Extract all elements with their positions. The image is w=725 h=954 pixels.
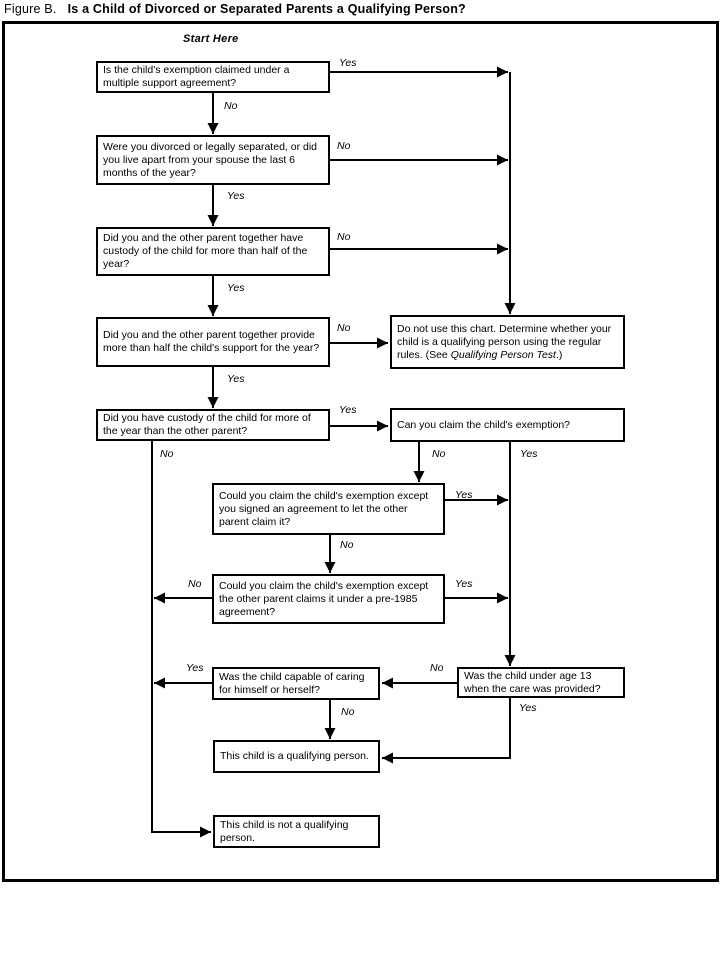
node-can-claim-text: Can you claim the child's exemption? [397, 418, 571, 431]
do-not-use-text-after: .) [555, 348, 563, 361]
figure-title-main: Is a Child of Divorced or Separated Parents a Qualifying Person? [67, 2, 466, 16]
edge-label-capable-yes: Yes [186, 662, 204, 674]
edge-label-custody-more-no: No [160, 448, 174, 460]
edge-label-custody-together-no: No [337, 231, 351, 243]
node-pre1985-text: Could you claim the child's exemption except the other parent claims it under a pre-1985 agreement? [219, 579, 429, 618]
node-divorced-question [96, 135, 330, 185]
node-not-qualifying-text: This child is not a qualifying person. [220, 818, 349, 844]
edge-label-multiple-yes: Yes [339, 57, 357, 69]
edge-label-divorced-yes: Yes [227, 190, 245, 202]
node-multiple-support-text: Is the child's exemption claimed under a multiple support agreement? [103, 64, 290, 89]
node-qualifying-text: This child is a qualifying person. [220, 750, 369, 762]
node-can-claim-question [390, 408, 625, 442]
edge-label-can-claim-yes: Yes [520, 448, 538, 460]
edge-label-under13-no: No [430, 662, 444, 674]
node-not-qualifying-result [213, 815, 380, 848]
do-not-use-text-italic: Qualifying Person Test [450, 348, 556, 361]
edge-label-multiple-no: No [224, 100, 238, 112]
edge-custody-more-no-line [152, 441, 211, 832]
node-divorced-text: Were you divorced or legally separated, or did you live apart from your spouse the last 6 months of the year? [103, 140, 318, 179]
edge-label-support-no: No [337, 322, 351, 334]
edge-label-capable-no: No [341, 706, 355, 718]
node-do-not-use-text [397, 323, 618, 362]
do-not-use-text-before: Do not use this chart. Determine whether your child is a qualifying person using the regular rules. (See [397, 322, 612, 361]
node-do-not-use-result [390, 315, 625, 369]
edge-under13-yes-line [382, 698, 510, 758]
node-agreement-claim-question [212, 483, 445, 535]
node-custody-more-text: Did you have custody of the child for more of the year than the other parent? [103, 412, 311, 437]
node-custody-more-question [96, 409, 330, 441]
node-under13-question [457, 667, 625, 698]
node-support-together-question [96, 317, 330, 367]
edge-label-can-claim-no: No [432, 448, 446, 460]
node-custody-together-question [96, 227, 330, 276]
edge-label-agreement-yes: Yes [455, 489, 473, 501]
node-under13-text: Was the child under age 13 when the care was provided? [464, 669, 601, 695]
node-custody-together-text: Did you and the other parent together have custody of the child for more than half of the year? [103, 232, 308, 270]
figure-title-prefix: Figure B. [4, 2, 57, 16]
node-pre1985-question [212, 574, 445, 624]
start-here-label: Start Here [183, 33, 239, 45]
node-capable-question [212, 667, 380, 700]
edge-label-divorced-no: No [337, 140, 351, 152]
node-capable-text: Was the child capable of caring for himself or herself? [219, 670, 365, 696]
edge-label-support-yes: Yes [227, 373, 245, 385]
node-agreement-claim-text: Could you claim the child's exemption except you signed an agreement to let the other parent claim it? [219, 489, 429, 528]
node-qualifying-result [213, 740, 380, 773]
node-support-together-text: Did you and the other parent together provide more than half the child's support for the year? [103, 329, 320, 354]
edge-label-under13-yes: Yes [519, 702, 537, 714]
edge-label-pre1985-no: No [188, 578, 202, 590]
node-multiple-support-question [96, 61, 330, 93]
edge-label-agreement-no: No [340, 539, 354, 551]
edge-label-custody-more-yes: Yes [339, 404, 357, 416]
edge-label-pre1985-yes: Yes [455, 578, 473, 590]
edge-label-custody-together-yes: Yes [227, 282, 245, 294]
